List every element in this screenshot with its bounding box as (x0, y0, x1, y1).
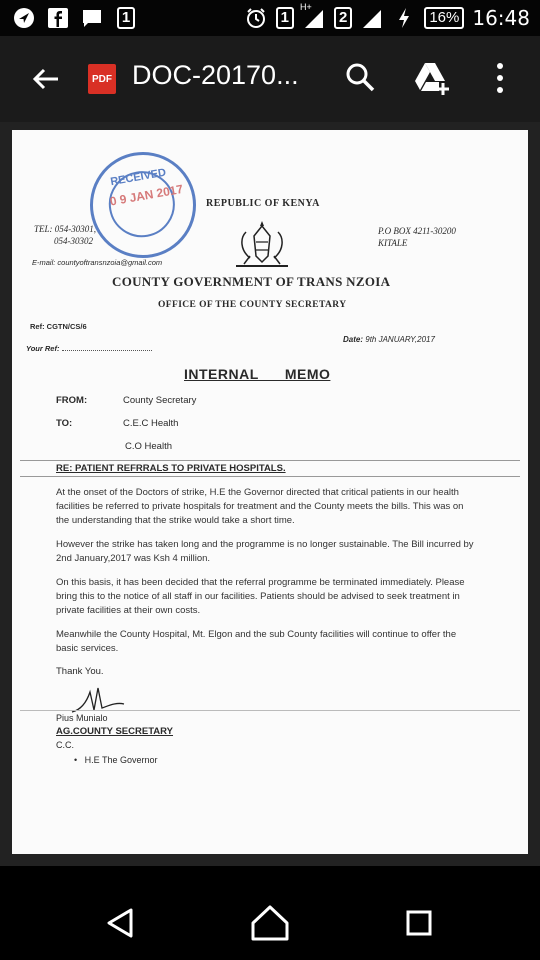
navigation-bar (0, 866, 540, 960)
office-title: OFFICE OF THE COUNTY SECRETARY (158, 300, 347, 310)
paragraph-4: Meanwhile the County Hospital, Mt. Elgon and the sub County facilities will continue to offer the basic services. (56, 629, 457, 654)
from-value: County Secretary (123, 395, 197, 406)
to-value-co: C.O Health (125, 441, 172, 452)
search-icon[interactable] (343, 60, 377, 94)
charging-icon (392, 6, 416, 30)
back-arrow-icon[interactable] (30, 63, 62, 95)
cc-label: C.C. (56, 740, 74, 750)
telephone-line2: 054-30302 (54, 236, 93, 246)
signal-icon (299, 2, 326, 30)
pdf-badge-label: PDF (92, 73, 112, 85)
message-icon (80, 6, 104, 30)
cc-item: • H.E The Governor (74, 755, 158, 765)
signal2-icon (360, 6, 384, 30)
nav-home-icon[interactable] (250, 904, 290, 942)
received-stamp: RECEIVED 0 9 JAN 2017 (82, 144, 205, 267)
cc-item-label: H.E The Governor (84, 755, 158, 765)
date-label: Date: (343, 335, 364, 344)
navigation-icon (12, 6, 36, 30)
po-box: P.O BOX 4211-30200 (378, 226, 456, 236)
signatory-title: AG.COUNTY SECRETARY (56, 726, 174, 737)
more-vert-icon[interactable] (490, 58, 510, 98)
document-title: DOC-20170... (132, 60, 299, 90)
status-bar (0, 0, 540, 36)
network-type-label: H+ (299, 2, 312, 12)
document-viewer[interactable] (0, 122, 540, 866)
email-line: E-mail: countyoftransnzoia@gmail.com (32, 258, 163, 267)
reference: Ref: CGTN/CS/6 (30, 322, 87, 331)
memo-date (343, 335, 435, 344)
app-bar (0, 36, 540, 122)
your-ref-label: Your Ref: (26, 344, 60, 353)
nav-back-icon[interactable] (103, 906, 137, 940)
republic-heading: REPUBLIC OF KENYA (206, 198, 320, 209)
your-reference (26, 342, 152, 353)
paragraph-3: On this basis, it has been decided that the referral programme be terminated immediately. Please bring this to the notice of all staff in our facilities. Patients should be advised to seek treatment in private facilities at their own costs. (56, 577, 465, 616)
telephone-line1: TEL: 054-30301, (34, 224, 97, 234)
sim1-indicator: 1 (276, 7, 294, 29)
town: KITALE (378, 238, 408, 248)
paragraph-1: At the onset of the Doctors of strike, H.E the Governor directed that critical patients in our health facilities be referred to private hospitals for treatment and the County meets the bills. This was on the understanding that the strike would take a short time. (56, 487, 464, 526)
memo-subject: RE: PATIENT REFRRALS TO PRIVATE HOSPITALS. (56, 463, 286, 474)
to-value-cec: C.E.C Health (123, 418, 179, 429)
notification-badge-icon: 1 (114, 6, 138, 30)
signatory-name: Pius Munialo (56, 713, 108, 723)
alarm-icon (244, 6, 268, 30)
date-value: 9th JANUARY,2017 (365, 335, 435, 344)
drive-add-icon[interactable] (413, 60, 451, 96)
memo-title: INTERNAL MEMO (184, 366, 331, 382)
to-label: TO: (56, 418, 73, 429)
county-name: COUNTY GOVERNMENT OF TRANS NZOIA (112, 274, 391, 289)
nav-recent-apps-icon[interactable] (406, 910, 432, 936)
facebook-icon (46, 6, 70, 30)
paragraph-2: However the strike has taken long and the programme is no longer sustainable. The Bill incurred by 2nd January,2017 was Ksh 4 million. (56, 539, 474, 564)
pdf-page[interactable] (12, 130, 528, 854)
from-label: FROM: (56, 395, 88, 406)
coat-of-arms-icon (230, 220, 294, 274)
closing-thanks: Thank You. (56, 666, 104, 677)
battery-indicator: 16% (424, 7, 464, 29)
clock: 16:48 (472, 6, 530, 30)
sim2-indicator: 2 (334, 7, 352, 29)
pdf-file-icon (88, 64, 116, 94)
